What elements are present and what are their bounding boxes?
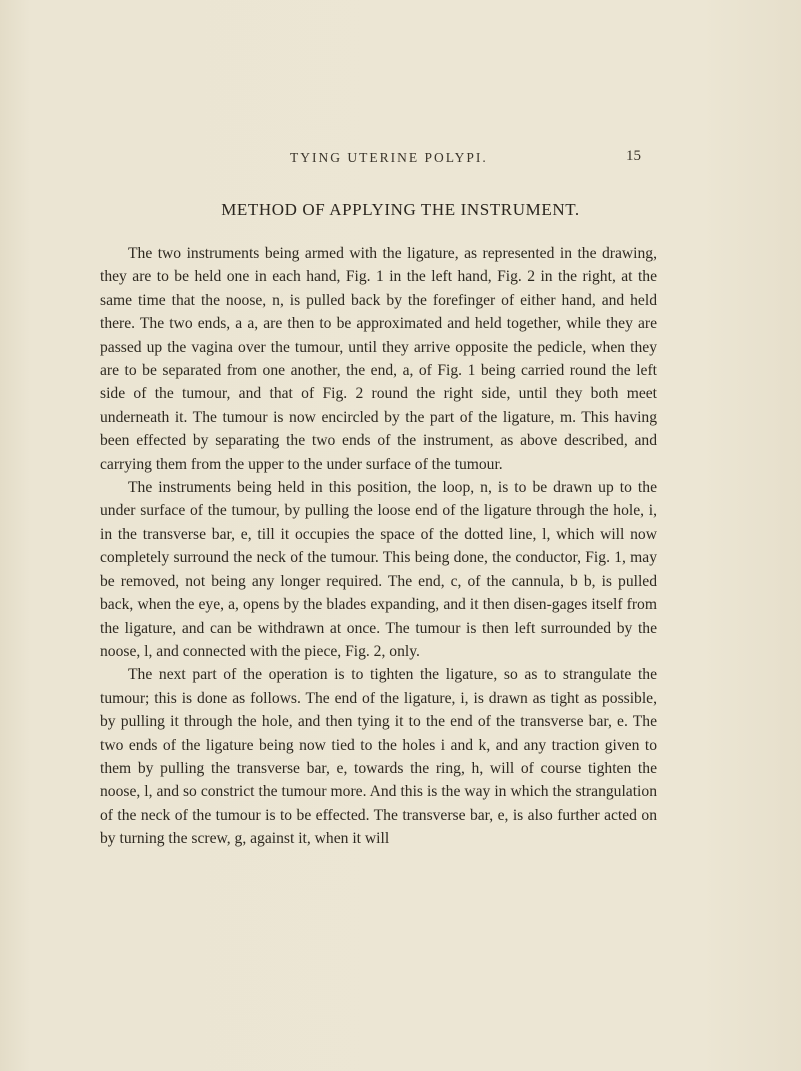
section-heading: METHOD OF APPLYING THE INSTRUMENT. bbox=[221, 200, 580, 219]
running-header bbox=[0, 148, 801, 170]
body-text bbox=[100, 242, 657, 851]
paragraph: The two instruments being armed with the ligature, as represented in the drawing, they are to be held one in each hand, Fig. 1 in the left hand, Fig. 2 in the right, at the same time that the noose, n, is pulled back by the forefinger of either hand, and held there. The two ends, a a, are then to be approximated and held together, while they are passed up the vagina over the tumour, until they arrive opposite the pedicle, when they are to be separated from one another, the end, a, of Fig. 1 being carried round the left side of the tumour, and that of Fig. 2 round the right side, until they both meet underneath it. The tumour is now encircled by the part of the ligature, m. This having been effected by separating the two ends of the instrument, as above described, and carrying them from the upper to the under surface of the tumour. bbox=[100, 245, 657, 473]
paragraph: The next part of the operation is to tighten the ligature, so as to strangulate the tumour; this is done as follows. The end of the ligature, i, is drawn as tight as possible, by pulling it through the hole, and then tying it to the end of the transverse bar, e. The two ends of the ligature being now tied to the holes i and k, and any traction given to them by pulling the transverse bar, e, towards the ring, h, will of course tighten the noose, l, and so constrict the tumour more. And this is the way in which the strangulation of the neck of the tumour is to be effected. The transverse bar, e, is also further acted on by turning the screw, g, against it, when it will bbox=[100, 666, 657, 848]
running-header-title: TYING UTERINE POLYPI. bbox=[290, 150, 488, 165]
paragraph: The instruments being held in this position, the loop, n, is to be drawn up to the under surface of the tumour, by pulling the loose end of the ligature through the hole, i, in the transverse bar, e, till it occupies the space of the dotted line, l, which will now completely surround the neck of the tumour. This being done, the conductor, Fig. 1, may be removed, not being any longer required. The end, c, of the cannula, b b, is pulled back, when the eye, a, opens by the blades expanding, and it then disen-gages itself from the ligature, and can be withdrawn at once. The tumour is then left surrounded by the noose, l, and connected with the piece, Fig. 2, only. bbox=[100, 479, 657, 660]
page-number: 15 bbox=[626, 148, 641, 164]
